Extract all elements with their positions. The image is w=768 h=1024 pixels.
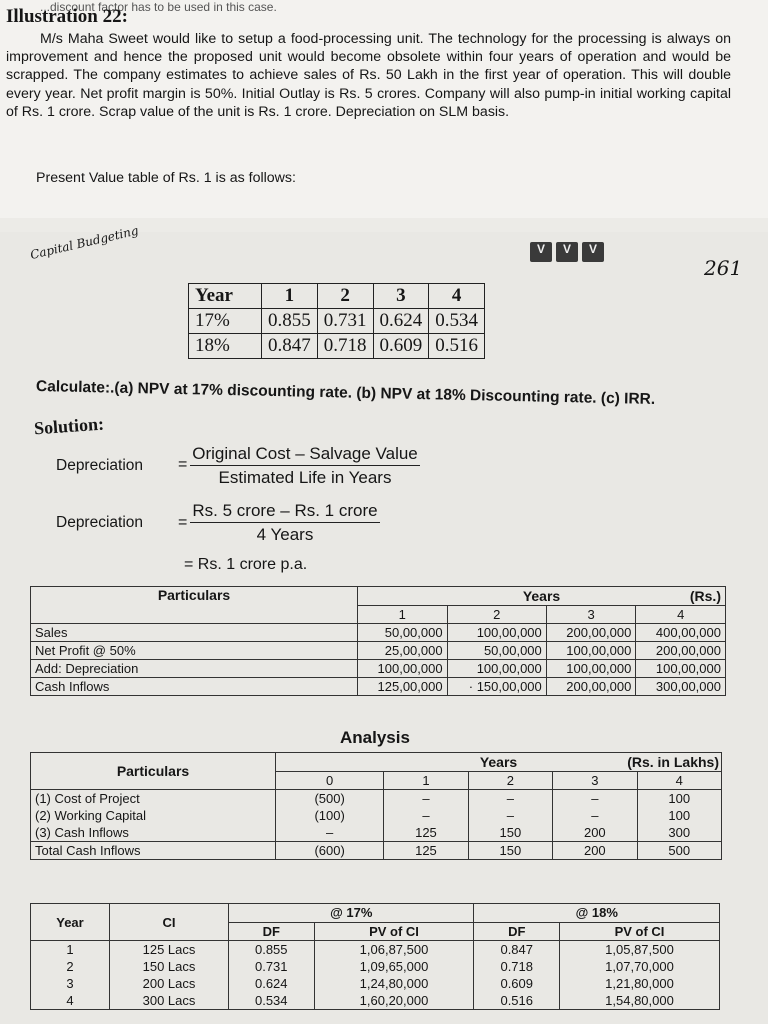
table-cell: 2 [31, 958, 110, 975]
table-cell: 200 Lacs [110, 975, 229, 992]
df-header: DF [229, 922, 315, 941]
equals-sign: = [178, 456, 188, 473]
problem-text: M/s Maha Sweet would like to setup a food-processing unit. The technology for the processing is always on improvement and hence the proposed unit would become obsolete within four years of operation and would be scrapped. The company estimates to achieve sales of Rs. 50 Lakh in the first year of operation. This will double every year. Net profit margin is 50%. Initial Outlay is Rs. 5 crores. Company will also pump-in initial working capital of Rs. 1 crore. Scrap value of the unit is Rs. 1 crore. Depreciation on SLM basis. [6, 31, 731, 120]
table-row [31, 958, 720, 975]
table-cell: 100 [637, 807, 721, 824]
years-header [276, 753, 722, 772]
year-col: 2 [447, 605, 546, 624]
calculate-instruction: Calculate:.(a) NPV at 17% discounting rate. (b) NPV at 18% Discounting rate. (c) IRR. [35, 378, 656, 408]
table-row [31, 975, 720, 992]
year-col: 3 [546, 605, 636, 624]
table-cell: 100,00,000 [447, 624, 546, 642]
table-cell: 100 [637, 790, 721, 808]
table-row [31, 992, 720, 1010]
formula-denominator: Estimated Life in Years [218, 468, 392, 487]
table-cell: 1,21,80,000 [560, 975, 720, 992]
pv-header: PV of CI [314, 922, 474, 941]
table-cell: · 150,00,000 [447, 678, 546, 696]
table-cell: 18% [189, 334, 262, 359]
table-row [189, 309, 485, 334]
table-header: Year [189, 284, 262, 309]
table-cell: 125,00,000 [358, 678, 448, 696]
table-cell: 150 [468, 824, 552, 842]
formula-numerator: Original Cost – Salvage Value [190, 444, 420, 466]
table-cell: 50,00,000 [358, 624, 448, 642]
table-cell: 200 [553, 842, 637, 860]
row-label: (3) Cash Inflows [31, 824, 276, 842]
table-row [31, 790, 722, 808]
logo-mark: V [530, 242, 552, 262]
particulars-header: Particulars [31, 753, 276, 790]
npv-table [30, 903, 720, 1010]
problem-paragraph [6, 30, 731, 121]
table-cell: – [553, 790, 637, 808]
calc-denominator: 4 Years [256, 525, 314, 544]
year-col: 1 [384, 771, 468, 790]
table-cell: 200,00,000 [546, 624, 636, 642]
analysis-table [30, 752, 722, 860]
years-header [358, 587, 726, 606]
depreciation-formula [190, 444, 420, 488]
table-cell: 1,07,70,000 [560, 958, 720, 975]
table-cell: 1,60,20,000 [314, 992, 474, 1010]
table-cell: 1,09,65,000 [314, 958, 474, 975]
cut-off-text: ...discount factor has to be used in this case. [40, 0, 277, 14]
table-cell: 300,00,000 [636, 678, 726, 696]
publisher-logos [530, 242, 604, 262]
table-cell: 0.624 [373, 309, 429, 334]
row-label: (2) Working Capital [31, 807, 276, 824]
table-cell: 3 [31, 975, 110, 992]
table-cell: 1,06,87,500 [314, 941, 474, 959]
table-cell: 100,00,000 [358, 660, 448, 678]
table-cell: 125 [384, 842, 468, 860]
table-cell: 1,05,87,500 [560, 941, 720, 959]
table-cell: 0.609 [474, 975, 560, 992]
page-number: 261 [704, 256, 743, 280]
equals-sign: = [178, 514, 188, 531]
row-label: (1) Cost of Project [31, 790, 276, 808]
table-cell: – [276, 824, 384, 842]
table-cell: 100,00,000 [546, 660, 636, 678]
table-header: 1 [262, 284, 318, 309]
rate-17-header: @ 17% [229, 904, 474, 923]
table-cell: 25,00,000 [358, 642, 448, 660]
year-col: 4 [637, 771, 721, 790]
table-cell: 0.609 [373, 334, 429, 359]
df-header: DF [474, 922, 560, 941]
table-cell: 300 Lacs [110, 992, 229, 1010]
row-label: Net Profit @ 50% [31, 642, 358, 660]
table-cell: 0.847 [474, 941, 560, 959]
table-cell: 0.718 [317, 334, 373, 359]
year-header: Year [31, 904, 110, 941]
table-cell: 0.855 [229, 941, 315, 959]
table-row [31, 842, 722, 860]
table-header: 4 [429, 284, 485, 309]
table-cell: – [553, 807, 637, 824]
depreciation-label: Depreciation [56, 514, 144, 531]
depreciation-calculation [190, 501, 380, 545]
table-cell: 0.731 [317, 309, 373, 334]
table-cell: 100,00,000 [636, 660, 726, 678]
unit-label: (Rs.) [689, 587, 721, 604]
year-col: 3 [553, 771, 637, 790]
rate-18-header: @ 18% [474, 904, 720, 923]
ci-header: CI [110, 904, 229, 941]
table-cell: 17% [189, 309, 262, 334]
table-cell: – [468, 790, 552, 808]
table-cell: 125 Lacs [110, 941, 229, 959]
table-cell: 0.516 [429, 334, 485, 359]
logo-mark: V [582, 242, 604, 262]
solution-heading: Solution: [33, 413, 105, 439]
table-cell: 50,00,000 [447, 642, 546, 660]
table-cell: 150 [468, 842, 552, 860]
table-cell: – [468, 807, 552, 824]
logo-mark: V [556, 242, 578, 262]
table-row [31, 678, 726, 696]
table-cell: 0.847 [262, 334, 318, 359]
table-cell: 500 [637, 842, 721, 860]
table-cell: (500) [276, 790, 384, 808]
table-row [31, 904, 720, 923]
table-row [31, 624, 726, 642]
row-label: Sales [31, 624, 358, 642]
table-cell: 400,00,000 [636, 624, 726, 642]
running-head: Capital Budgeting [28, 223, 140, 262]
particulars-header: Particulars [31, 587, 358, 624]
years-label: Years [522, 587, 561, 604]
pv-table-note: Present Value table of Rs. 1 is as follows: [36, 170, 296, 186]
table-row [31, 941, 720, 959]
table-cell: 300 [637, 824, 721, 842]
table-cell: (600) [276, 842, 384, 860]
table-cell: 0.534 [229, 992, 315, 1010]
table-cell: 0.534 [429, 309, 485, 334]
table-cell: 1,24,80,000 [314, 975, 474, 992]
table-cell: – [384, 807, 468, 824]
table-cell: 200 [553, 824, 637, 842]
table-cell: 200,00,000 [546, 678, 636, 696]
table-cell: 0.516 [474, 992, 560, 1010]
table-row [31, 753, 722, 772]
table-cell: 0.855 [262, 309, 318, 334]
unit-label: (Rs. in Lakhs) [627, 753, 719, 770]
year-col: 1 [358, 605, 448, 624]
table-row [31, 824, 722, 842]
row-label: Total Cash Inflows [31, 842, 276, 860]
table-row [31, 642, 726, 660]
depreciation-result: = Rs. 1 crore p.a. [184, 556, 308, 573]
table-cell: 0.731 [229, 958, 315, 975]
year-col: 2 [468, 771, 552, 790]
table-cell: 200,00,000 [636, 642, 726, 660]
analysis-title: Analysis [340, 728, 410, 747]
table-cell: 1 [31, 941, 110, 959]
cash-inflow-table [30, 586, 726, 696]
table-header: 3 [373, 284, 429, 309]
illustration-title: Illustration 22: [6, 6, 128, 27]
depreciation-label: Depreciation [56, 457, 144, 474]
row-label: Cash Inflows [31, 678, 358, 696]
table-row [31, 587, 726, 606]
year-col: 4 [636, 605, 726, 624]
table-row [189, 284, 485, 309]
table-cell: 125 [384, 824, 468, 842]
table-cell: 100,00,000 [447, 660, 546, 678]
table-cell: – [384, 790, 468, 808]
years-label: Years [479, 753, 518, 770]
table-cell: 0.624 [229, 975, 315, 992]
table-cell: 0.718 [474, 958, 560, 975]
table-row [189, 334, 485, 359]
table-row [31, 660, 726, 678]
table-cell: 1,54,80,000 [560, 992, 720, 1010]
table-cell: 150 Lacs [110, 958, 229, 975]
table-cell: (100) [276, 807, 384, 824]
pv-factor-table [188, 283, 485, 359]
table-header: 2 [317, 284, 373, 309]
pv-header: PV of CI [560, 922, 720, 941]
year-col: 0 [276, 771, 384, 790]
table-cell: 4 [31, 992, 110, 1010]
calc-numerator: Rs. 5 crore – Rs. 1 crore [190, 501, 380, 523]
table-cell: 100,00,000 [546, 642, 636, 660]
table-row [31, 807, 722, 824]
row-label: Add: Depreciation [31, 660, 358, 678]
